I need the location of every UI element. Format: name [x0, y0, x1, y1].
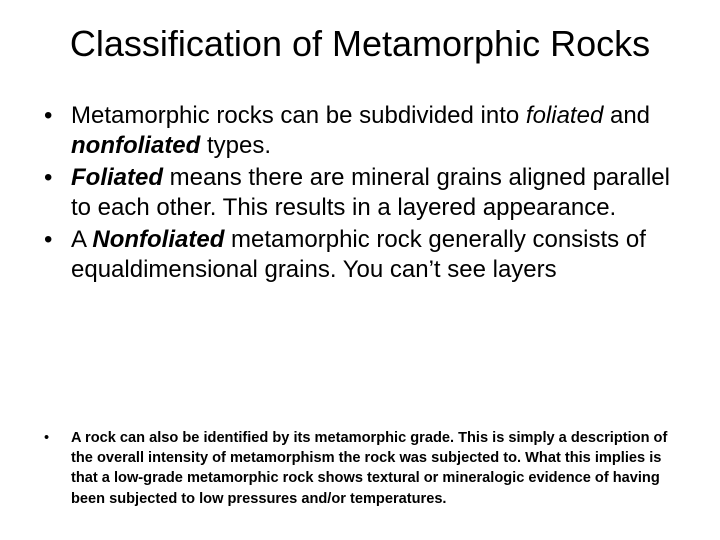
note-item-metamorphic-grade: [44, 428, 684, 509]
term-foliated: Foliated: [71, 164, 164, 191]
bullet-icon: •: [44, 430, 50, 446]
bullet-icon: •: [44, 164, 53, 191]
note-text: A rock can also be identified by its metamorphic grade. This is simply a description of the overall intensity of metamorphism the rock was subjected to. What this implies is that a low-grade metamorphic rock shows textural or mineralogic evidence of having been subjected to low pressures and/or temperatures.: [71, 430, 668, 507]
bullet-item-nonfoliated: [44, 225, 694, 284]
bullet-icon: •: [44, 102, 53, 129]
bullet-text: metamorphic rock generally consists of equaldimensional grains. You can’t see layers: [71, 226, 646, 283]
term-nonfoliated: nonfoliated: [71, 131, 201, 159]
bullet-text: Metamorphic rocks can be subdivided into: [71, 102, 526, 129]
bullet-list: [44, 101, 694, 287]
bullet-text: A: [71, 226, 93, 253]
bullet-icon: •: [44, 226, 53, 253]
bullet-text: types.: [200, 131, 272, 159]
bullet-text: and: [603, 102, 651, 129]
term-foliated: foliated: [525, 102, 604, 129]
note-list: [44, 428, 684, 509]
bullet-item-subdivision: [44, 101, 694, 160]
bullet-text: means there are mineral grains aligned parallel to each other. This results in a layered appearance.: [71, 164, 670, 221]
term-nonfoliated: Nonfoliated: [92, 226, 225, 253]
slide-title: Classification of Metamorphic Rocks: [69, 23, 651, 64]
bullet-item-foliated: [44, 163, 694, 222]
